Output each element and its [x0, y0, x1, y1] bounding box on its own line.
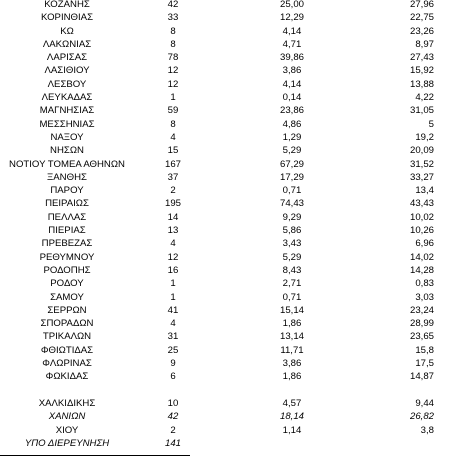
count-cell: 42	[167, 411, 179, 423]
table-row	[0, 237, 449, 250]
rate-cell: 0,71	[282, 185, 302, 197]
region-name-cell: ΛΑΚΩΝΙΑΣ	[42, 38, 92, 50]
percent-cell: 6,96	[415, 238, 434, 250]
percent-cell: 17,5	[415, 358, 434, 370]
percent-cell: 23,24	[409, 304, 434, 316]
rate-cell: 3,43	[282, 238, 302, 250]
percent-cell: 31,05	[409, 105, 434, 117]
rate-cell: 11,71	[280, 344, 304, 356]
region-name-cell: ΠΑΡΟΥ	[50, 185, 84, 197]
rate-cell: 1,86	[282, 318, 302, 330]
table-row	[0, 410, 449, 423]
percent-cell: 15,92	[409, 65, 434, 77]
table-row	[0, 330, 449, 343]
rate-cell: 25,00	[279, 0, 304, 10]
percent-cell: 10,26	[409, 225, 434, 237]
percent-cell: 19,2	[415, 131, 434, 143]
rate-cell: 1,29	[282, 131, 302, 143]
percent-cell: 20,09	[409, 145, 434, 157]
percent-cell: 4,22	[415, 92, 434, 104]
count-cell: 167	[164, 158, 181, 170]
table-row	[0, 11, 449, 24]
percent-cell: 0,83	[415, 278, 434, 290]
rate-cell: 39,86	[279, 52, 304, 64]
table-row	[0, 291, 449, 304]
count-cell: 78	[167, 52, 179, 64]
percent-cell: 23,26	[409, 25, 434, 37]
table-row	[0, 184, 449, 197]
table-row	[0, 277, 449, 290]
region-name-cell: ΠΕΙΡΑΙΩΣ	[45, 198, 89, 210]
count-cell: 42	[167, 0, 179, 10]
table-row	[0, 78, 449, 91]
region-name-cell: ΜΑΓΝΗΣΙΑΣ	[39, 105, 95, 117]
row-gap	[0, 384, 449, 397]
table-row	[0, 264, 449, 277]
region-name-cell: ΧΑΛΚΙΔΙΚΗΣ	[38, 397, 96, 409]
rate-cell: 3,86	[282, 65, 302, 77]
percent-cell: 3,03	[415, 291, 434, 303]
rate-cell: 12,29	[279, 12, 304, 24]
count-cell: 1	[170, 278, 176, 290]
percent-cell: 14,28	[409, 264, 434, 276]
rate-cell: 4,14	[282, 25, 302, 37]
rate-cell: 23,86	[279, 105, 304, 117]
table-row	[0, 131, 449, 144]
count-cell: 37	[167, 171, 179, 183]
region-name-cell: ΣΠΟΡΑΔΩΝ	[40, 318, 94, 330]
percent-cell: 33,27	[409, 171, 434, 183]
percent-cell: 27,43	[409, 52, 434, 64]
table-row	[0, 317, 449, 330]
count-cell: 59	[167, 105, 179, 117]
region-name-cell: ΠΕΛΛΑΣ	[47, 211, 87, 223]
percent-cell: 5	[428, 118, 434, 130]
region-name-cell: ΚΟΡΙΝΘΙΑΣ	[40, 12, 94, 24]
rate-cell: 0,71	[282, 291, 302, 303]
percent-cell: 22,75	[409, 12, 434, 24]
region-name-cell: ΛΕΣΒΟΥ	[47, 78, 87, 90]
count-cell: 33	[167, 12, 179, 24]
region-name-cell: ΝΑΞΟΥ	[50, 131, 84, 143]
count-cell: 2	[170, 185, 176, 197]
table-row	[0, 424, 449, 437]
percent-cell: 28,99	[409, 318, 434, 330]
region-name-cell: ΡΟΔΟΥ	[50, 278, 84, 290]
rate-cell: 67,29	[279, 158, 304, 170]
rate-cell: 13,14	[279, 331, 304, 343]
region-name-cell: ΦΩΚΙΔΑΣ	[45, 371, 89, 383]
region-name-cell: ΛΑΣΙΘΙΟΥ	[44, 65, 90, 77]
percent-cell: 13,88	[409, 78, 434, 90]
count-cell: 2	[170, 424, 176, 436]
percent-cell: 26,82	[409, 411, 434, 423]
table-row	[0, 370, 449, 383]
table-row	[0, 64, 449, 77]
region-name-cell: ΛΑΡΙΣΑΣ	[46, 52, 88, 64]
rate-cell: 9,29	[282, 211, 302, 223]
count-cell: 12	[167, 251, 179, 263]
region-name-cell: ΜΕΣΣΗΝΙΑΣ	[39, 118, 95, 130]
count-cell: 8	[170, 38, 176, 50]
region-name-cell: ΝΗΣΩΝ	[50, 145, 84, 157]
table-row	[0, 171, 449, 184]
percent-cell: 43,43	[409, 198, 434, 210]
rate-cell: 4,57	[282, 397, 302, 409]
rate-cell: 15,14	[279, 304, 304, 316]
rate-cell: 1,86	[282, 371, 302, 383]
count-cell: 12	[167, 78, 179, 90]
rate-cell: 2,71	[282, 278, 302, 290]
count-cell: 8	[170, 118, 176, 130]
table-row	[0, 91, 449, 104]
table-row	[0, 344, 449, 357]
count-cell: 8	[170, 25, 176, 37]
table-row	[0, 25, 449, 38]
rate-cell: 4,14	[282, 78, 302, 90]
region-name-cell: ΡΟΔΟΠΗΣ	[43, 264, 91, 276]
table-row	[0, 357, 449, 370]
region-name-cell: ΡΕΘΥΜΝΟΥ	[39, 251, 95, 263]
percent-cell: 13,4	[415, 185, 434, 197]
table-row	[0, 144, 449, 157]
region-name-cell: ΧΙΟΥ	[55, 424, 79, 436]
region-name-cell: ΠΙΕΡΙΑΣ	[48, 225, 86, 237]
region-name-cell: ΥΠΟ ΔΙΕΡΕΥΝΗΣΗ	[24, 437, 110, 449]
percent-cell: 3,8	[420, 424, 434, 436]
count-cell: 13	[167, 225, 179, 237]
count-cell: 6	[170, 371, 176, 383]
region-name-cell: ΦΛΩΡΙΝΑΣ	[42, 358, 92, 370]
percent-cell: 14,02	[409, 251, 434, 263]
region-name-cell: ΦΘΙΩΤΙΔΑΣ	[40, 344, 94, 356]
count-cell: 15	[167, 145, 179, 157]
region-name-cell: ΣΑΜΟΥ	[50, 291, 84, 303]
count-cell: 31	[167, 331, 179, 343]
region-name-cell: ΤΡΙΚΑΛΩΝ	[42, 331, 92, 343]
count-cell: 1	[170, 291, 176, 303]
rate-cell: 17,29	[279, 171, 304, 183]
table-row	[0, 251, 449, 264]
rate-cell: 0,14	[282, 92, 302, 104]
region-name-cell: ΝΟΤΙΟΥ ΤΟΜΕΑ ΑΘΗΝΩΝ	[9, 158, 125, 170]
table-row	[0, 304, 449, 317]
table-row	[0, 224, 449, 237]
table-row	[0, 397, 449, 410]
percent-cell: 9,44	[415, 397, 434, 409]
table-row	[0, 104, 449, 117]
table-row	[0, 158, 449, 171]
count-cell: 14	[167, 211, 179, 223]
table-body-extra	[0, 397, 449, 450]
percent-cell: 31,52	[409, 158, 434, 170]
region-name-cell: ΣΕΡΡΩΝ	[47, 304, 87, 316]
percent-cell: 14,87	[409, 371, 434, 383]
count-cell: 25	[167, 344, 179, 356]
percent-cell: 23,65	[409, 331, 434, 343]
region-name-cell: ΚΩ	[60, 25, 74, 37]
rate-cell: 18,14	[279, 411, 304, 423]
rate-cell: 3,86	[282, 358, 302, 370]
region-name-cell: ΧΑΝΙΩΝ	[48, 411, 86, 423]
count-cell: 41	[167, 304, 179, 316]
count-cell: 4	[170, 131, 176, 143]
percent-cell: 15,8	[415, 344, 434, 356]
table-row	[0, 0, 449, 11]
table-row	[0, 51, 449, 64]
percent-cell: 8,97	[415, 38, 434, 50]
count-cell: 16	[167, 264, 179, 276]
count-cell: 195	[164, 198, 181, 210]
bottom-rule	[0, 455, 190, 456]
rate-cell: 8,43	[282, 264, 302, 276]
rate-cell: 5,86	[282, 225, 302, 237]
table-row	[0, 211, 449, 224]
count-cell: 4	[170, 238, 176, 250]
region-name-cell: ΛΕΥΚΑΔΑΣ	[41, 92, 93, 104]
percent-cell: 10,02	[409, 211, 434, 223]
region-name-cell: ΞΑΝΘΗΣ	[47, 171, 87, 183]
region-name-cell: ΚΟΖΑΝΗΣ	[44, 0, 90, 10]
region-name-cell: ΠΡΕΒΕΖΑΣ	[41, 238, 93, 250]
count-cell: 9	[170, 358, 176, 370]
count-cell: 12	[167, 65, 179, 77]
table-row	[0, 437, 449, 450]
table-row	[0, 118, 449, 131]
rate-cell: 4,71	[282, 38, 302, 50]
rate-cell: 5,29	[282, 251, 302, 263]
count-cell: 1	[170, 92, 176, 104]
count-cell: 10	[167, 397, 179, 409]
rate-cell: 4,86	[282, 118, 302, 130]
rate-cell: 74,43	[279, 198, 304, 210]
count-cell: 4	[170, 318, 176, 330]
table-row	[0, 197, 449, 210]
percent-cell: 27,96	[409, 0, 434, 10]
count-cell: 141	[164, 437, 181, 449]
table-row	[0, 38, 449, 51]
rate-cell: 1,14	[282, 424, 302, 436]
rate-cell: 5,29	[282, 145, 302, 157]
